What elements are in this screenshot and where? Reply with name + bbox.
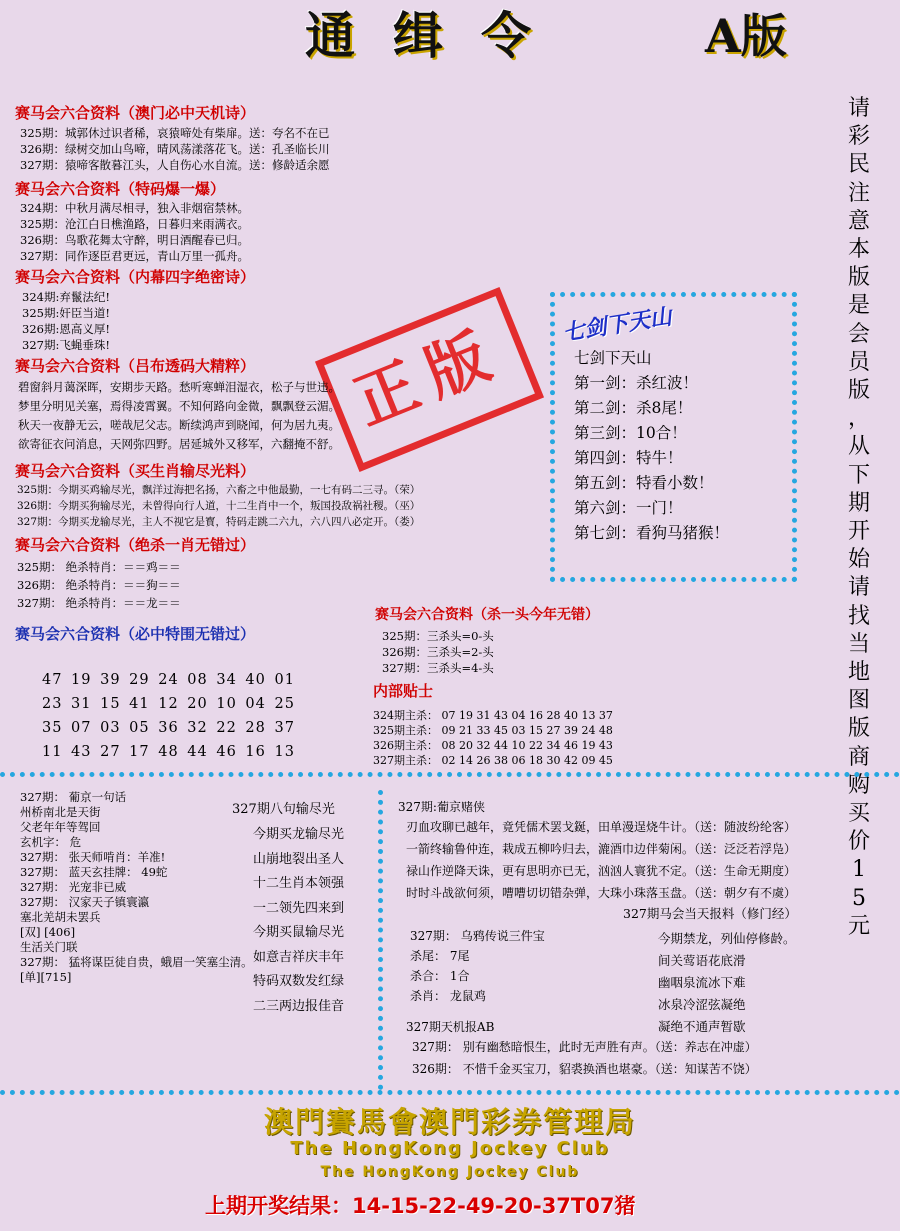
notice-char: 图 xyxy=(847,688,870,714)
number-row: 47 19 39 29 24 08 34 40 01 xyxy=(42,672,295,688)
list-item: 父老年年等驾回 xyxy=(20,820,101,834)
section-title-7: 赛马会六合资料（必中特围无错过） xyxy=(15,625,256,643)
notice-char: 1 xyxy=(852,857,866,883)
list-item: 327期：猿啼客散暮江头，人自伤心水自流。送：修龄适余愿 xyxy=(20,158,330,172)
list-item: 幽咽泉流冰下难 xyxy=(658,975,746,990)
list-item: 七剑下天山 xyxy=(574,349,652,367)
divider xyxy=(0,772,900,777)
list-item: 杀肖： 龙鼠鸡 xyxy=(410,989,486,1003)
list-item: 327期：三杀头=4-头 xyxy=(382,661,494,675)
notice-char: 买 xyxy=(847,801,870,827)
section-8-lines xyxy=(382,628,494,676)
list-item: 州桥南北是天街 xyxy=(20,805,101,819)
list-item: 今期买鼠输尽光 xyxy=(253,925,345,940)
ab-title: 327期天机报AB xyxy=(406,1020,495,1034)
list-item: 第一剑：杀红波！ xyxy=(574,374,699,392)
notice-char: 民 xyxy=(847,152,870,178)
section-1-lines xyxy=(20,125,329,173)
list-item: 一二领先四来到 xyxy=(253,900,345,916)
notice-char: 当 xyxy=(847,631,870,657)
list-item: 324期:弃鬣法纪! xyxy=(22,290,110,304)
version-label: A版 xyxy=(705,9,787,63)
notice-char: 5 xyxy=(852,885,866,911)
notice-char: 下 xyxy=(847,462,870,488)
list-item: 秋天一夜静无云，嗟哉尼父志。断续鸿声到晓闻，何为居九夷。 xyxy=(18,418,340,432)
list-item: 327期：同作逐臣君更远，青山万里一孤舟。 xyxy=(20,249,249,263)
notice-char: 元 xyxy=(847,913,870,939)
number-row: 11 43 27 17 48 44 46 16 13 xyxy=(42,744,295,760)
list-item: 326期：今期买狗输尽光，未曾得向行人道，十二生肖中一个，叛国投敌祸社稷。（巫） xyxy=(17,500,421,512)
list-item: 325期：城郭休过识者稀，哀猿啼处有柴扉。送：夸名不在已 xyxy=(20,126,330,140)
list-item: 今期买龙输尽光 xyxy=(253,827,345,842)
list-item: 327期： 葡京一句话 xyxy=(20,790,127,804)
section-6-lines xyxy=(17,558,181,612)
crow-title: 327期： 乌鸦传说三件宝 xyxy=(410,929,545,943)
notice-char: 意 xyxy=(847,208,870,234)
list-item: 326期：三杀头=2-头 xyxy=(382,645,494,659)
notice-char: 找 xyxy=(847,603,870,629)
list-item: 325期：三杀头=0-头 xyxy=(382,629,494,643)
notice-char: 请 xyxy=(847,96,870,121)
section-4-lines xyxy=(18,378,340,454)
list-item: 二三两边报佳音 xyxy=(253,998,345,1014)
notice-char: 开 xyxy=(847,519,870,545)
notice-char: 注 xyxy=(847,180,870,206)
list-item: 第四剑：特牛！ xyxy=(574,449,683,467)
list-item: 326期：绿树交加山鸟啼，晴风荡漾落花飞。送：孔圣临长川 xyxy=(20,142,330,156)
list-item: 梦里分明见关塞，焉得凌霄翼。不知何路向金微，飘飘登云湄。 xyxy=(18,399,340,413)
footer-org-en-small: The HongKong Jockey Club xyxy=(320,1164,580,1180)
list-item: 324期主杀： 07 19 31 43 04 16 28 40 13 37 xyxy=(373,709,613,722)
gambler-lines xyxy=(406,816,796,904)
section-title-5: 赛马会六合资料（买生肖输尽光料） xyxy=(15,462,256,480)
list-item: 326期：鸟歌花舞太守醉，明日酒醒春已归。 xyxy=(20,233,249,247)
list-item: 325期：今期买鸡输尽光，飘洋过海把名扬，六畜之中他最勤，一七有码二三寻。（荣） xyxy=(17,484,421,496)
list-item: 325期：沧江白日樵渔路，日暮归来雨满衣。 xyxy=(20,217,249,231)
poem-block xyxy=(658,928,796,1038)
section-5-lines xyxy=(17,482,420,530)
seven-swords-lines xyxy=(574,346,729,546)
list-item: 327期： 猛将谋臣徒自贵，蛾眉一笑塞尘清。 xyxy=(20,955,253,969)
list-item: 生活关门联 xyxy=(20,940,78,954)
section-title-9: 内部贴士 xyxy=(373,682,434,700)
vertical-notice xyxy=(842,95,876,941)
list-item: 碧窗斜月蔼深晖，安期步天路。愁听寒蝉泪湿衣，松子与世违。 xyxy=(18,380,340,394)
crow-block xyxy=(410,926,545,1006)
list-item: 327期： 汉家天子镇寰瀛 xyxy=(20,895,150,909)
notice-char: 价 xyxy=(847,829,870,855)
section-title-4: 赛马会六合资料（吕布透码大精粹） xyxy=(15,357,256,375)
divider xyxy=(0,1090,900,1095)
list-item: 327期：今期买龙输尽光，主人不视它是寳，特码走跳二六九，六八四八必定开。（娄） xyxy=(17,516,421,528)
list-item: 第五剑：特看小数！ xyxy=(574,474,714,492)
list-item: 325期： 绝杀特肖：＝＝鸡＝＝ xyxy=(17,560,181,574)
list-item: 325期:奸臣当道! xyxy=(22,306,110,320)
list-item: 杀尾： 7尾 xyxy=(410,949,470,963)
section-title-6: 赛马会六合资料（绝杀一肖无错过） xyxy=(15,536,256,554)
notice-char: 地 xyxy=(847,660,870,686)
list-item: 326期： 绝杀特肖：＝＝狗＝＝ xyxy=(17,578,181,592)
list-item: 第二剑：杀8尾！ xyxy=(574,399,693,417)
section-title-8: 赛马会六合资料（杀一头今年无错） xyxy=(375,607,599,623)
list-item: 327期： 光宠非已威 xyxy=(20,880,127,894)
section-3-lines xyxy=(22,289,110,353)
list-item: 塞北羌胡未罢兵 xyxy=(20,910,101,924)
list-item: 杀合： 1合 xyxy=(410,969,470,983)
notice-char: 购 xyxy=(847,772,870,798)
list-item: 326期:恩高义厚! xyxy=(22,322,110,336)
eight-lines xyxy=(253,823,344,1019)
list-item: 一箭终输鲁仲连，栽成五柳吟归去，漉酒巾边伴菊闲。（送：泛泛若浮凫） xyxy=(406,842,797,856)
list-item: 凝绝不通声暂歇 xyxy=(658,1019,746,1034)
notice-char: ， xyxy=(847,406,870,432)
report-title: 327期马会当天报料（修门经） xyxy=(623,906,797,921)
footer-org-cn: 澳門賽馬會澳門彩券管理局 xyxy=(263,1105,636,1139)
list-item: [单][715] xyxy=(20,970,72,984)
notice-char: 是 xyxy=(847,293,870,319)
list-item: 325期主杀： 09 21 33 45 03 15 27 39 24 48 xyxy=(373,724,613,737)
section-2-lines xyxy=(20,200,249,264)
list-item: 刃血攻聊已越年，竟凭儒术罢戈鋋，田单漫逞烧牛计。（送：随波纷纶客） xyxy=(406,820,797,834)
notice-char: 始 xyxy=(847,547,870,573)
list-item: [双] [406] xyxy=(20,925,76,939)
authentic-stamp: 正版 xyxy=(315,287,544,472)
section-title-2: 赛马会六合资料（特码爆一爆） xyxy=(15,180,226,198)
list-item: 327期:飞蝇垂珠! xyxy=(22,338,110,352)
notice-char: 彩 xyxy=(847,124,870,150)
ab-lines xyxy=(412,1036,757,1080)
notice-char: 期 xyxy=(847,490,870,516)
divider xyxy=(378,790,383,1090)
last-result: 上期开奖结果：14-15-22-49-20-37T07猪 xyxy=(205,1194,636,1218)
list-item: 十二生肖本领强 xyxy=(253,876,345,891)
list-item: 327期： 张天师啃肖：羊准! xyxy=(20,850,166,864)
list-item: 特码双数发红绿 xyxy=(253,974,345,989)
page-title: 通缉令 xyxy=(305,6,569,65)
list-item: 327期： 绝杀特肖：＝＝龙＝＝ xyxy=(17,596,181,610)
number-row: 23 31 15 41 12 20 10 04 25 xyxy=(42,696,295,712)
gambler-title: 327期:葡京赌侠 xyxy=(398,800,485,814)
list-item: 冰泉冷涩弦凝绝 xyxy=(658,997,746,1012)
list-item: 欲寄征衣问消息，天网弥四野。居延城外又移军，六翻掩不舒。 xyxy=(18,437,340,451)
list-item: 禄山作逆降天诛，更有思明亦已无，汹汹人寰犹不定。（送：生命无期度） xyxy=(406,864,797,878)
notice-char: 员 xyxy=(847,349,870,375)
section-9-lines xyxy=(373,708,613,768)
list-item: 第七剑：看狗马猪猴！ xyxy=(574,524,730,542)
list-item: 326期： 不惜千金买宝刀，貂裘换酒也堪豪。（送：知谋苦不饶） xyxy=(412,1062,757,1076)
list-item: 326期主杀： 08 20 32 44 10 22 34 46 19 43 xyxy=(373,739,613,752)
list-item: 山崩地裂出圣人 xyxy=(253,851,345,867)
eight-lines-title: 327期八句输尽光 xyxy=(232,802,335,817)
list-item: 327期主杀： 02 14 26 38 06 18 30 42 09 45 xyxy=(373,754,613,767)
list-item: 327期： 蓝天玄挂牌： 49蛇 xyxy=(20,865,168,879)
notice-char: 请 xyxy=(847,575,870,601)
section-title-3: 赛马会六合资料（内幕四字绝密诗） xyxy=(15,268,256,286)
list-item: 327期： 别有幽愁暗恨生，此时无声胜有声。（送：养志在冲虚） xyxy=(412,1040,757,1054)
bottom-left-block xyxy=(20,790,253,985)
notice-char: 商 xyxy=(847,744,870,770)
list-item: 第三剑：10合！ xyxy=(574,424,687,442)
number-row: 35 07 03 05 36 32 22 28 37 xyxy=(42,720,295,736)
list-item: 324期：中秋月满尽相寻，独入非烟宿禁林。 xyxy=(20,201,249,215)
notice-char: 从 xyxy=(847,434,870,460)
footer-org-en: The HongKong Jockey Club xyxy=(290,1138,610,1159)
list-item: 如意吉祥庆丰年 xyxy=(253,949,345,965)
seven-swords-title: 七剑下天山 xyxy=(560,303,674,347)
notice-char: 本 xyxy=(847,237,870,263)
notice-char: 版 xyxy=(847,265,870,291)
number-grid xyxy=(42,668,295,764)
list-item: 今期禁龙，列仙停修龄。 xyxy=(658,931,796,946)
notice-char: 版 xyxy=(847,716,870,742)
notice-char: 版 xyxy=(847,378,870,404)
notice-char: 会 xyxy=(847,321,870,347)
section-title-1: 赛马会六合资料（澳门必中天机诗） xyxy=(15,104,256,122)
list-item: 玄机字： 危 xyxy=(20,835,82,849)
list-item: 间关莺语花底滑 xyxy=(658,953,746,968)
list-item: 第六剑：一门！ xyxy=(574,499,683,517)
list-item: 时时斗战欲何须，嘈嘈切切错杂弹，大珠小珠落玉盘。（送：朝夕有不虞） xyxy=(406,886,797,900)
